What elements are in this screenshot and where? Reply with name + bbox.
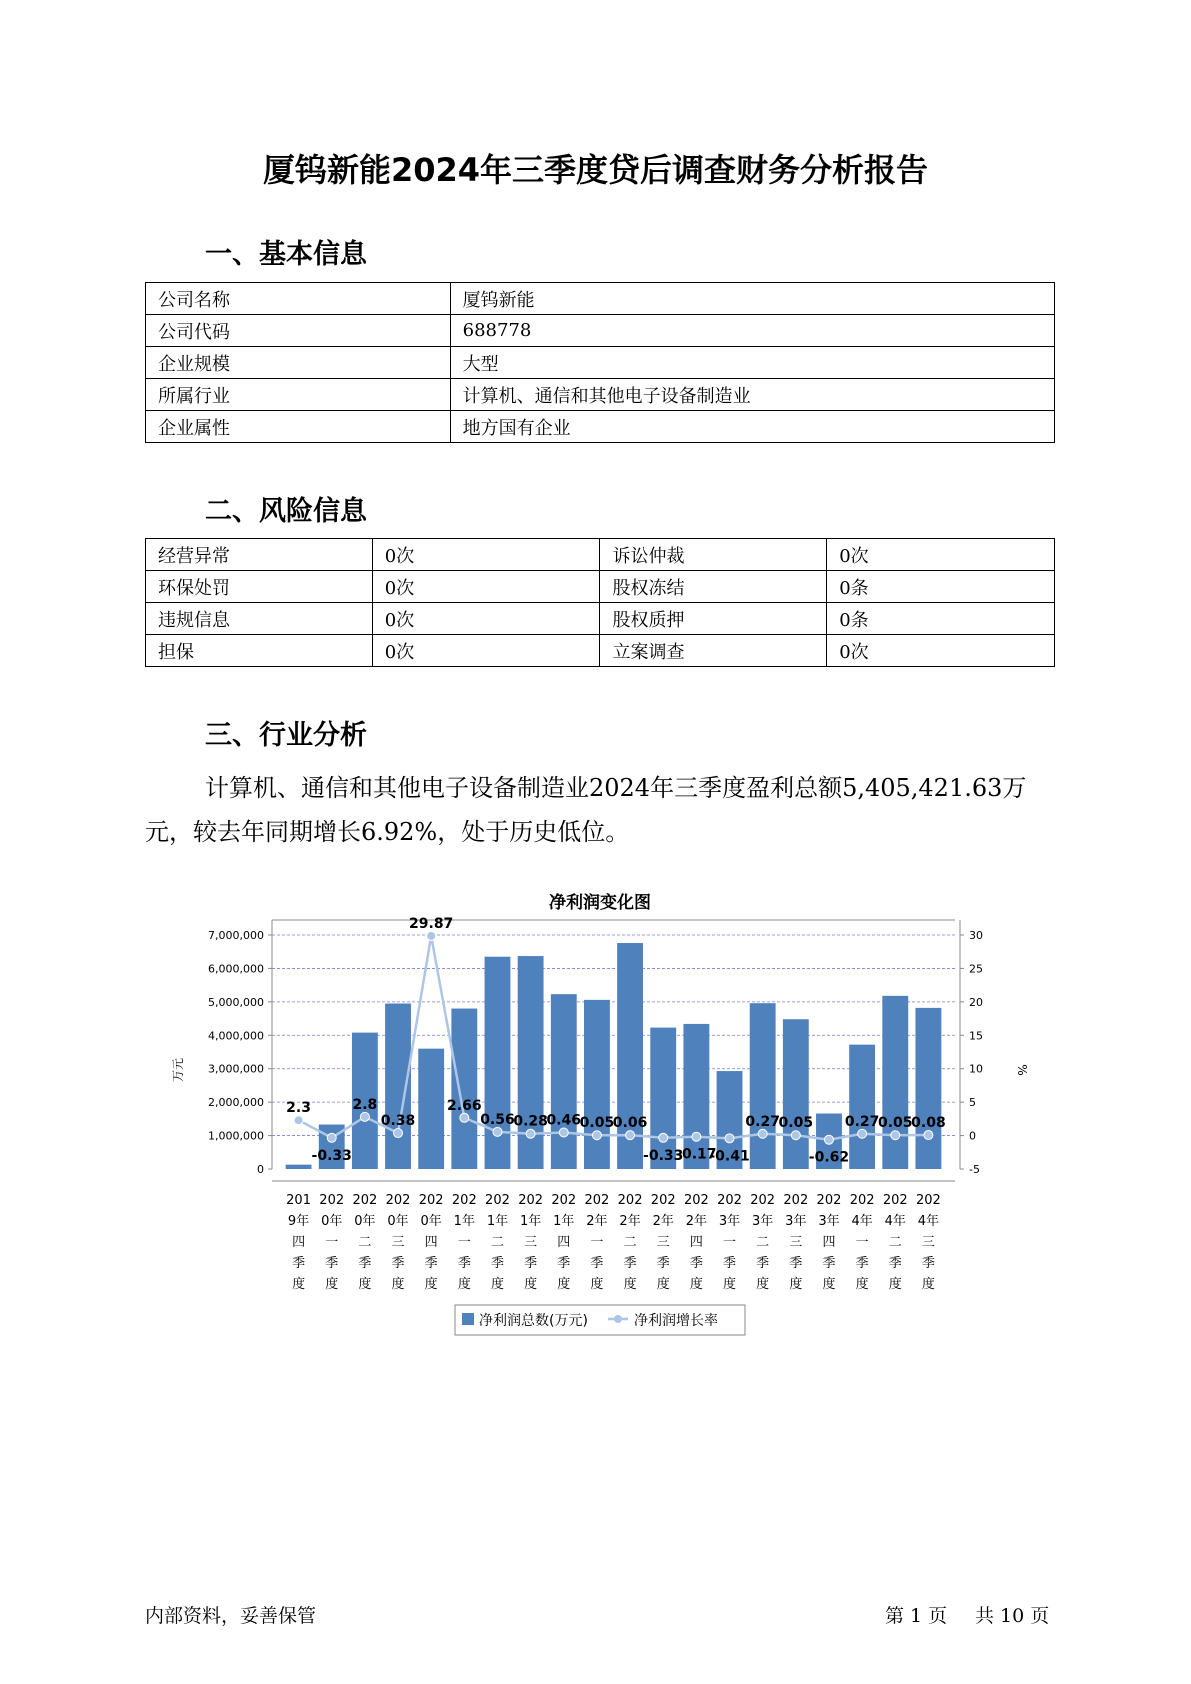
bar: [551, 994, 577, 1169]
data-label: -0.62: [808, 1149, 850, 1166]
y-tick-label-right: 25: [969, 962, 983, 976]
x-tick-label: 202 3年一季度: [717, 1193, 742, 1292]
table-row: [146, 379, 1055, 411]
data-label: 2.66: [447, 1097, 482, 1114]
risk-value: 0次: [372, 539, 600, 571]
growth-point: [526, 1129, 535, 1138]
table-row: [146, 635, 1055, 667]
x-tick-label: 202 0年三季度: [385, 1193, 411, 1292]
section-heading-basic: 一、基本信息: [205, 239, 367, 270]
growth-point: [626, 1131, 635, 1140]
growth-point: [460, 1113, 469, 1122]
y-tick-label-left: 3,000,000: [208, 1062, 264, 1076]
legend-label-bars: 净利润总数(万元): [479, 1313, 588, 1329]
y-tick-label-left: 2,000,000: [208, 1096, 264, 1110]
x-tick-label: 202 2年三季度: [650, 1193, 676, 1292]
data-label: 0.38: [380, 1113, 416, 1130]
footer-page-number: 第 1 页: [885, 1605, 948, 1627]
y-tick-label-right: 30: [969, 929, 983, 942]
table-row: [146, 539, 1055, 571]
x-tick-label: 202 4年三季度: [916, 1193, 941, 1292]
x-tick-label: 202 1年二季度: [485, 1193, 510, 1292]
data-label: 2.3: [286, 1100, 311, 1117]
y-tick-label-left: 0: [257, 1163, 264, 1176]
field-value: 大型: [450, 347, 1054, 379]
basic-info-table: [145, 282, 1055, 443]
y-tick-label-right: 0: [969, 1129, 976, 1143]
y-tick-label-left: 4,000,000: [208, 1029, 264, 1043]
growth-point: [493, 1127, 502, 1136]
risk-label: 股权质押: [600, 603, 827, 635]
growth-point: [891, 1131, 900, 1140]
risk-value: 0次: [827, 539, 1055, 571]
field-label: 企业规模: [146, 347, 451, 379]
growth-point: [725, 1134, 734, 1143]
growth-point: [824, 1135, 833, 1144]
risk-label: 经营异常: [146, 539, 373, 571]
data-label: 0.05: [778, 1115, 814, 1132]
growth-point: [791, 1131, 800, 1140]
legend-marker-line: [614, 1315, 622, 1323]
table-row: [146, 603, 1055, 635]
bar: [485, 957, 511, 1169]
data-label: 0.27: [745, 1113, 780, 1130]
x-tick-label: 202 3年三季度: [783, 1193, 809, 1292]
bar: [750, 1003, 776, 1169]
table-row: [146, 571, 1055, 603]
y-axis-title-left: 万元: [171, 1057, 185, 1083]
growth-point: [559, 1128, 568, 1137]
growth-point: [360, 1112, 369, 1121]
bar: [584, 1000, 610, 1169]
x-tick-label: 202 0年四季度: [418, 1193, 444, 1292]
section-heading-industry: 三、行业分析: [205, 720, 367, 751]
risk-label: 诉讼仲裁: [600, 539, 827, 571]
risk-label: 担保: [146, 635, 373, 667]
risk-value: 0条: [827, 571, 1055, 603]
field-value: 688778: [450, 315, 1054, 347]
legend-label-line: 净利润增长率: [634, 1313, 718, 1329]
net-profit-chart: [170, 885, 1030, 1340]
y-axis-title-right: %: [1015, 1064, 1029, 1076]
x-tick-label: 202 3年四季度: [816, 1193, 842, 1292]
x-tick-label: 202 2年二季度: [617, 1193, 643, 1292]
footer-total-pages: 共 10 页: [975, 1605, 1050, 1627]
growth-point: [327, 1133, 336, 1142]
risk-value: 0次: [372, 635, 600, 667]
field-value: 厦钨新能: [450, 283, 1054, 315]
x-tick-label: 202 0年一季度: [319, 1193, 345, 1292]
bar: [451, 1009, 477, 1169]
x-tick-label: 202 1年四季度: [551, 1193, 577, 1292]
field-label: 企业属性: [146, 411, 451, 443]
industry-paragraph-text: 计算机、通信和其他电子设备制造业2024年三季度盈利总额5,405,421.63万元，较去年同期增长6.92%，处于历史低位。: [145, 774, 1027, 846]
field-label: 公司名称: [146, 283, 451, 315]
table-row: [146, 283, 1055, 315]
y-tick-label-right: 10: [969, 1062, 983, 1076]
growth-point: [659, 1133, 668, 1142]
table-row: [146, 315, 1055, 347]
y-tick-label-left: 7,000,000: [208, 929, 264, 942]
y-tick-label-right: 20: [969, 995, 983, 1009]
bar: [882, 996, 908, 1169]
risk-label: 违规信息: [146, 603, 373, 635]
y-tick-label-right: -5: [969, 1163, 980, 1176]
x-tick-label: 201 9年四季度: [286, 1193, 311, 1292]
bar: [915, 1008, 941, 1169]
x-tick-label: 202 1年三季度: [518, 1193, 544, 1292]
data-label: 0.27: [844, 1113, 880, 1130]
data-label: -0.41: [709, 1148, 750, 1165]
y-tick-label-left: 6,000,000: [208, 962, 264, 976]
growth-point: [924, 1131, 933, 1140]
x-tick-label: 202 4年二季度: [882, 1193, 908, 1292]
y-tick-label-right: 5: [969, 1096, 976, 1110]
data-label: 0.56: [480, 1111, 515, 1128]
field-label: 所属行业: [146, 379, 451, 411]
y-tick-label-left: 1,000,000: [208, 1129, 264, 1143]
field-value: 地方国有企业: [450, 411, 1054, 443]
field-label: 公司代码: [146, 315, 451, 347]
growth-point: [592, 1131, 601, 1140]
data-label: 29.87: [409, 915, 454, 932]
data-label: 0.28: [513, 1113, 548, 1130]
y-tick-label-left: 5,000,000: [208, 995, 264, 1009]
data-label: 2.8: [352, 1096, 378, 1113]
growth-point: [427, 931, 436, 940]
risk-value: 0次: [372, 603, 600, 635]
risk-label: 立案调查: [600, 635, 827, 667]
risk-label: 环保处罚: [146, 571, 373, 603]
x-tick-label: 202 4年一季度: [849, 1193, 875, 1292]
bar: [849, 1045, 875, 1169]
data-label: 0.08: [911, 1115, 946, 1132]
data-label: -0.17: [676, 1146, 717, 1163]
growth-point: [394, 1129, 403, 1138]
chart-title: 净利润变化图: [549, 893, 651, 913]
field-value: 计算机、通信和其他电子设备制造业: [450, 379, 1054, 411]
bar: [418, 1049, 444, 1169]
growth-point: [858, 1129, 867, 1138]
risk-info-table: [145, 538, 1055, 667]
data-label: 0.06: [612, 1115, 648, 1132]
risk-label: 股权冻结: [600, 571, 827, 603]
data-label: -0.33: [311, 1147, 352, 1164]
x-tick-label: 202 0年二季度: [352, 1193, 378, 1292]
x-tick-label: 202 2年一季度: [584, 1193, 610, 1292]
growth-point: [294, 1116, 303, 1125]
x-tick-label: 202 1年一季度: [451, 1193, 477, 1292]
report-title: 厦钨新能2024年三季度贷后调查财务分析报告: [262, 151, 929, 189]
bar: [286, 1165, 312, 1169]
risk-value: 0条: [827, 603, 1055, 635]
risk-value: 0次: [372, 571, 600, 603]
y-tick-label-right: 15: [969, 1029, 983, 1043]
table-row: [146, 411, 1055, 443]
growth-point: [692, 1132, 701, 1141]
footer-confidential: 内部资料，妥善保管: [145, 1605, 317, 1627]
x-tick-label: 202 3年二季度: [750, 1193, 776, 1292]
risk-value: 0次: [827, 635, 1055, 667]
data-label: -0.33: [643, 1147, 684, 1164]
data-label: 0.46: [546, 1112, 582, 1129]
table-row: [146, 347, 1055, 379]
section-heading-risk: 二、风险信息: [205, 496, 367, 527]
growth-point: [758, 1129, 767, 1138]
bar: [783, 1019, 809, 1169]
legend-swatch-bars: [462, 1313, 474, 1325]
data-label: 0.05: [878, 1115, 913, 1132]
industry-paragraph: [145, 766, 1050, 854]
x-tick-label: 202 2年四季度: [683, 1193, 709, 1292]
data-label: 0.05: [579, 1115, 615, 1132]
